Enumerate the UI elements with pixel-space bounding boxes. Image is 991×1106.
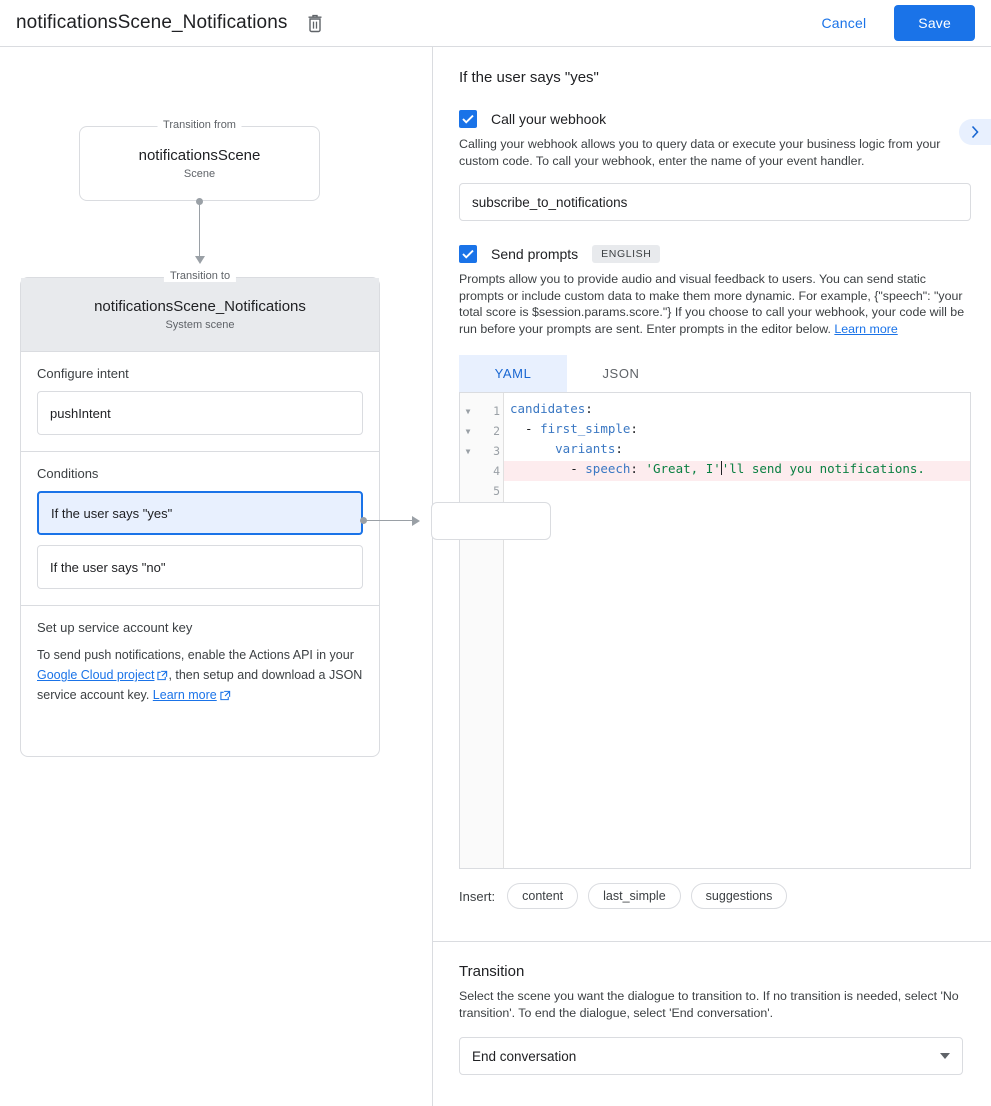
- transition-to-node: [20, 270, 380, 757]
- editor-gutter-line: [460, 401, 503, 421]
- transition-description: Select the scene you want the dialogue to transition to. If no transition is needed, select 'No transition'. To end the dialogue, select 'End conversation'.: [459, 989, 959, 1020]
- language-badge: ENGLISH: [592, 245, 660, 263]
- transition-select[interactable]: [459, 1037, 963, 1075]
- code-token: :: [630, 461, 646, 476]
- tab-yaml[interactable]: YAML: [459, 355, 567, 392]
- main-body: [0, 47, 991, 1106]
- code-token: first_simple: [540, 421, 631, 436]
- editor-code-line[interactable]: [504, 441, 970, 461]
- fold-arrow-icon[interactable]: ▼: [465, 426, 471, 436]
- cancel-button[interactable]: Cancel: [821, 15, 867, 31]
- code-token: speech: [585, 461, 631, 476]
- transition-from-subtitle: Scene: [183, 168, 216, 180]
- chip-last-simple[interactable]: last_simple: [588, 883, 681, 909]
- webhook-description: Calling your webhook allows you to query data or execute your business logic from your custom code. To call your webhook, enter the name of your event handler.: [459, 137, 941, 168]
- call-webhook-checkbox[interactable]: [459, 110, 477, 128]
- delete-button[interactable]: [301, 9, 329, 37]
- webhook-row: [459, 110, 971, 128]
- prompts-description-text: Prompts allow you to provide audio and visual feedback to users. You can send static prompts or include custom data to make them more dynamic. For example, {"speech": "your total score is $session.params.score."} If you choose to call your webhook, your code will be run before your prompts are sent. Enter prompts in the editor below.: [459, 272, 965, 336]
- code-token: 'Great, I': [645, 461, 721, 476]
- send-prompts-checkbox[interactable]: [459, 245, 477, 263]
- detail-title: If the user says "yes": [459, 69, 599, 86]
- condition-connector-arrow-icon: [412, 516, 420, 526]
- service-account-label: Set up service account key: [37, 620, 193, 635]
- editor-gutter-line: [460, 421, 503, 441]
- transition-section: [433, 941, 991, 1075]
- prompts-row: [459, 245, 971, 263]
- code-token: candidates: [510, 401, 586, 416]
- editor-gutter-line: [460, 441, 503, 461]
- code-token: variants: [555, 441, 616, 456]
- top-bar: [0, 0, 991, 47]
- editor-line-number: 2: [493, 424, 500, 438]
- page-title: notificationsScene_Notifications: [16, 12, 288, 33]
- editor-line-number: 5: [493, 484, 500, 498]
- google-cloud-project-link[interactable]: Google Cloud project: [37, 668, 155, 682]
- graph-pane: [0, 47, 433, 1106]
- service-note-part2: , then setup and download a JSON service account key.: [37, 668, 363, 702]
- transition-from-caption: Transition from: [157, 119, 242, 131]
- send-prompts-label: Send prompts: [491, 246, 579, 262]
- transition-to-title: notificationsScene_Notifications: [94, 298, 306, 315]
- editor-code-line[interactable]: [504, 421, 970, 441]
- check-icon-2: [462, 249, 474, 259]
- external-link-icon-2: [220, 690, 231, 701]
- code-token: :: [615, 441, 623, 456]
- transition-title: Transition: [459, 963, 525, 980]
- insert-row: [459, 883, 971, 909]
- code-token: 'll send you notifications.: [721, 461, 925, 476]
- transition-to-subtitle: System scene: [165, 319, 235, 331]
- prompt-editor[interactable]: [459, 392, 971, 869]
- chip-content[interactable]: content: [507, 883, 578, 909]
- edge-vertical: [199, 202, 200, 258]
- check-icon: [462, 114, 474, 124]
- transition-to-caption: Transition to: [164, 270, 236, 282]
- chip-suggestions[interactable]: suggestions: [691, 883, 788, 909]
- detail-content: [433, 47, 991, 909]
- expand-panel-button[interactable]: [959, 119, 991, 145]
- service-account-section: [21, 606, 379, 721]
- condition-yes[interactable]: If the user says "yes": [37, 491, 363, 535]
- condition-no[interactable]: If the user says "no": [37, 545, 363, 589]
- conditions-label: Conditions: [37, 466, 99, 481]
- chevron-right-icon: [970, 125, 980, 139]
- intent-field[interactable]: pushIntent: [37, 391, 363, 435]
- service-account-note: [37, 645, 363, 705]
- tab-json[interactable]: JSON: [602, 366, 640, 381]
- call-webhook-label: Call your webhook: [491, 111, 607, 127]
- insert-label: Insert:: [459, 888, 496, 904]
- transition-from-node[interactable]: [79, 119, 320, 201]
- code-token: [510, 441, 555, 456]
- editor-code-line[interactable]: [504, 481, 970, 501]
- external-link-icon: [157, 670, 168, 681]
- fold-arrow-icon[interactable]: ▼: [465, 446, 471, 456]
- editor-line-number: 3: [493, 444, 500, 458]
- event-handler-input[interactable]: subscribe_to_notifications: [459, 183, 971, 221]
- code-token: -: [510, 421, 541, 436]
- learn-more-link-prompts[interactable]: Learn more: [834, 321, 898, 336]
- editor-format-tabs: [459, 355, 971, 392]
- detail-pane: [433, 47, 991, 1106]
- save-button[interactable]: Save: [894, 5, 975, 41]
- configure-intent-label: Configure intent: [37, 366, 129, 381]
- conditions-section: [21, 452, 379, 606]
- editor-code-line[interactable]: [504, 461, 970, 481]
- editor-gutter-line: [460, 461, 503, 481]
- condition-connector-line: [366, 520, 412, 521]
- editor-gutter: [460, 393, 504, 868]
- learn-more-link-service[interactable]: Learn more: [152, 688, 217, 702]
- editor-line-number: 1: [493, 404, 500, 418]
- prompts-description: [459, 271, 971, 337]
- editor-code-area[interactable]: [504, 393, 970, 868]
- code-token: :: [585, 401, 593, 416]
- scene-header: [21, 278, 379, 352]
- code-token: -: [510, 461, 586, 476]
- code-token: :: [630, 421, 638, 436]
- service-note-part1: To send push notifications, enable the Actions API in your: [37, 648, 354, 662]
- editor-line-number: 4: [493, 464, 500, 478]
- transition-select-value: End conversation: [472, 1048, 577, 1064]
- trash-icon: [307, 14, 323, 32]
- chevron-down-icon: [940, 1053, 950, 1059]
- fold-arrow-icon[interactable]: ▼: [465, 406, 471, 416]
- edge-arrow-down-icon: [195, 256, 205, 264]
- transition-from-title: notificationsScene: [138, 147, 261, 164]
- configure-intent-section: [21, 352, 379, 452]
- editor-code-line[interactable]: [504, 401, 970, 421]
- editor-gutter-line: [460, 481, 503, 501]
